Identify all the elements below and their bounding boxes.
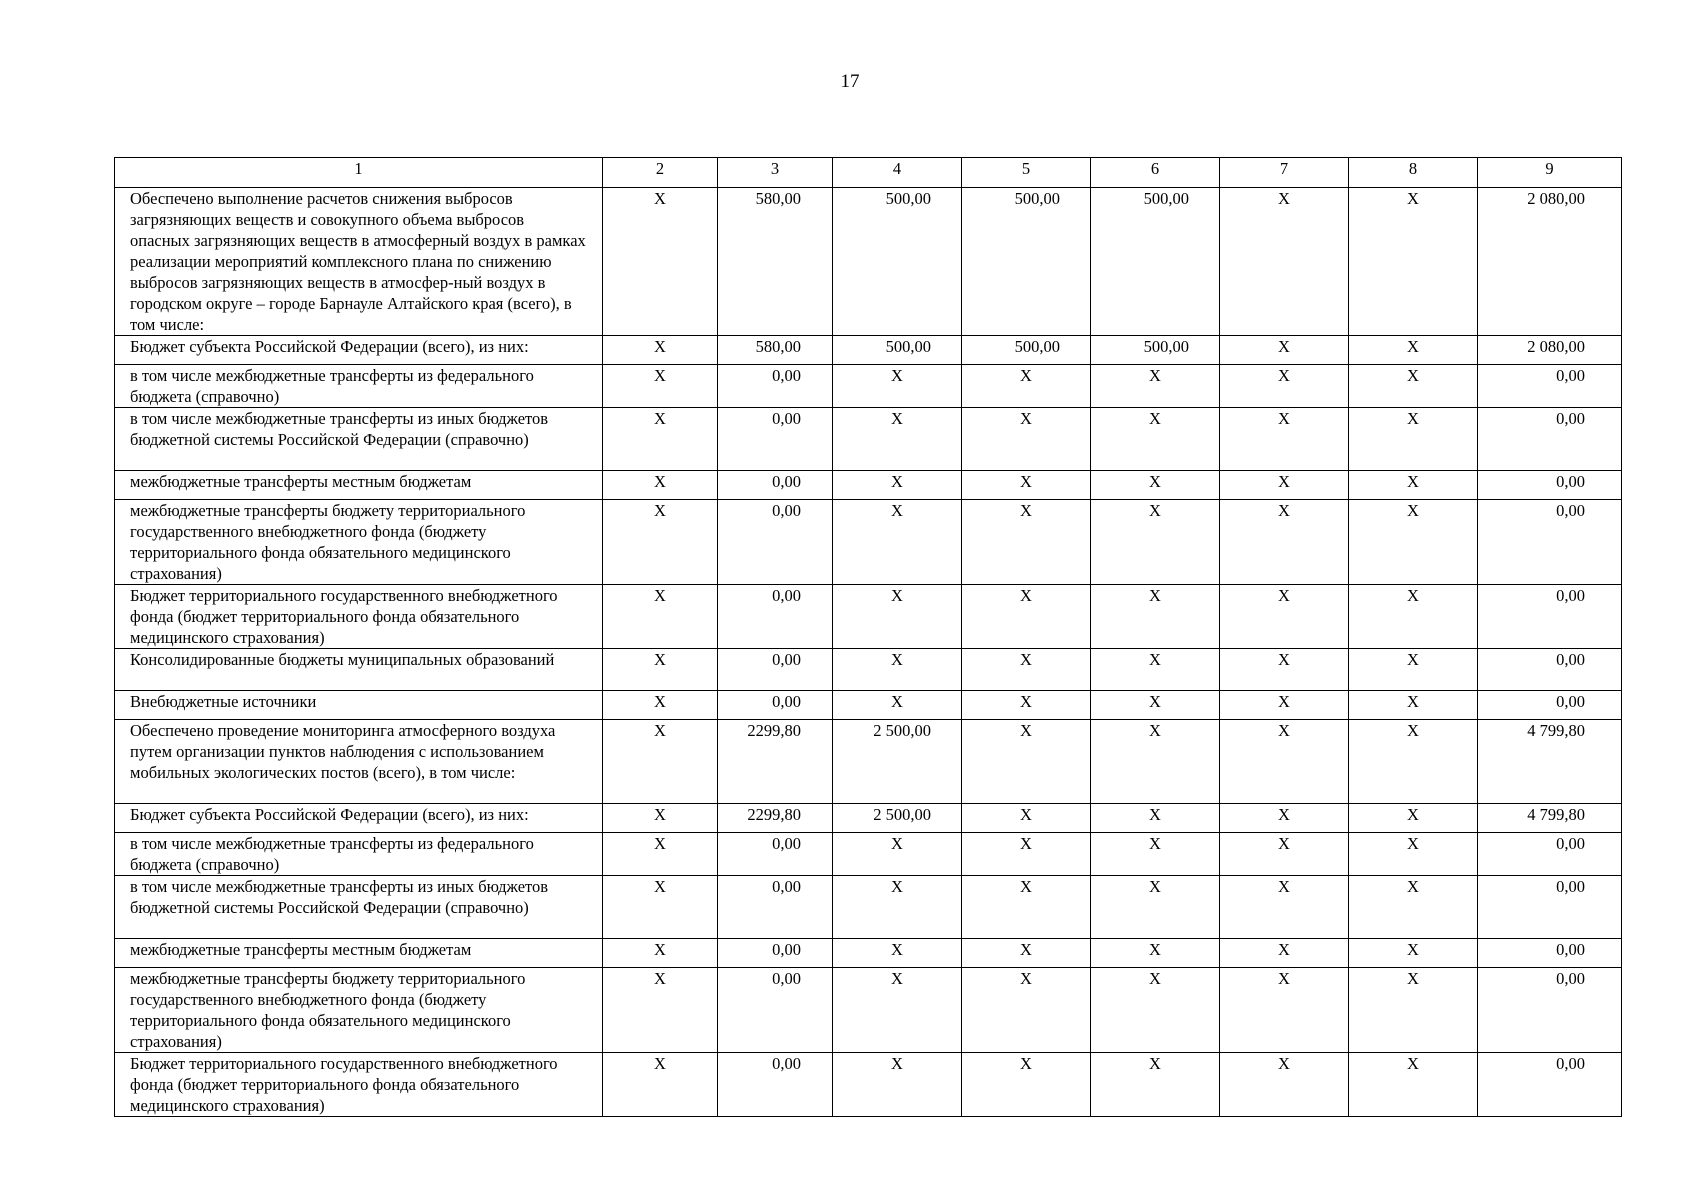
column-header: 5	[962, 158, 1091, 188]
column-header: 8	[1349, 158, 1478, 188]
table-cell: X	[1091, 500, 1220, 585]
table-cell: X	[1349, 408, 1478, 471]
table-cell: X	[1091, 939, 1220, 968]
table-cell: 0,00	[1478, 649, 1622, 691]
table-cell: X	[1349, 585, 1478, 649]
table-cell: X	[962, 585, 1091, 649]
table-cell: X	[1349, 500, 1478, 585]
table-cell: 500,00	[833, 336, 962, 365]
row-description: межбюджетные трансферты местным бюджетам	[115, 939, 603, 968]
table-cell: X	[962, 833, 1091, 876]
table-cell: 0,00	[718, 585, 833, 649]
column-header: 3	[718, 158, 833, 188]
row-description: в том числе межбюджетные трансферты из федерального бюджета (справочно)	[115, 833, 603, 876]
table-cell: X	[1220, 804, 1349, 833]
table-row	[115, 939, 1622, 968]
table-cell: X	[603, 1053, 718, 1117]
table-cell: X	[1091, 365, 1220, 408]
row-description: Бюджет территориального государственного внебюджетного фонда (бюджет территориального фонда обязательного медицинского страхования)	[115, 585, 603, 649]
table-cell: X	[603, 585, 718, 649]
row-description: Обеспечено проведение мониторинга атмосферного воздуха путем организации пунктов наблюдения с использованием мобильных экологических постов (всего), в том числе:	[115, 720, 603, 804]
table-cell: X	[1220, 365, 1349, 408]
table-cell: 0,00	[718, 1053, 833, 1117]
table-cell: 0,00	[718, 649, 833, 691]
table-cell: X	[1220, 408, 1349, 471]
table-row	[115, 365, 1622, 408]
table-cell: X	[1220, 968, 1349, 1053]
table-cell: X	[1220, 471, 1349, 500]
row-description: межбюджетные трансферты бюджету территориального государственного внебюджетного фонда (бюджету территориального фонда обязательного медицинского страхования)	[115, 968, 603, 1053]
table-cell: X	[833, 408, 962, 471]
table-cell: X	[833, 939, 962, 968]
table-cell: 0,00	[718, 500, 833, 585]
table-cell: X	[1349, 691, 1478, 720]
table-cell: X	[1220, 939, 1349, 968]
table-cell: 4 799,80	[1478, 804, 1622, 833]
table-cell: X	[603, 968, 718, 1053]
row-description: Бюджет субъекта Российской Федерации (всего), из них:	[115, 336, 603, 365]
table-cell: X	[603, 939, 718, 968]
table-cell: X	[1349, 1053, 1478, 1117]
table-cell: X	[962, 408, 1091, 471]
table-cell: X	[1349, 336, 1478, 365]
table-cell: 0,00	[718, 365, 833, 408]
table-cell: X	[833, 1053, 962, 1117]
table-cell: X	[1091, 1053, 1220, 1117]
table-cell: 0,00	[718, 939, 833, 968]
table-cell: 500,00	[833, 188, 962, 336]
table-body	[115, 158, 1622, 1117]
table-cell: X	[962, 471, 1091, 500]
table-cell: 0,00	[1478, 833, 1622, 876]
table-cell: X	[603, 365, 718, 408]
column-header: 4	[833, 158, 962, 188]
table-cell: 0,00	[1478, 365, 1622, 408]
table-cell: X	[603, 188, 718, 336]
table-cell: 0,00	[1478, 876, 1622, 939]
table-cell: 2299,80	[718, 804, 833, 833]
row-description: межбюджетные трансферты местным бюджетам	[115, 471, 603, 500]
table-cell: X	[603, 876, 718, 939]
table-cell: X	[1091, 833, 1220, 876]
table-cell: X	[603, 720, 718, 804]
table-cell: 2 080,00	[1478, 336, 1622, 365]
table-cell: X	[603, 691, 718, 720]
table-cell: X	[833, 968, 962, 1053]
table-cell: X	[962, 720, 1091, 804]
table-cell: X	[962, 649, 1091, 691]
row-description: Внебюджетные источники	[115, 691, 603, 720]
table-row	[115, 188, 1622, 336]
table-cell: X	[603, 408, 718, 471]
table-cell: X	[1220, 585, 1349, 649]
table-cell: X	[1091, 649, 1220, 691]
table-cell: X	[1220, 691, 1349, 720]
table-cell: 0,00	[1478, 1053, 1622, 1117]
table-cell: X	[1091, 691, 1220, 720]
table-cell: X	[603, 500, 718, 585]
table-header-row	[115, 158, 1622, 188]
table-cell: 0,00	[1478, 408, 1622, 471]
table-row	[115, 1053, 1622, 1117]
table-cell: X	[1349, 471, 1478, 500]
column-header: 2	[603, 158, 718, 188]
table-cell: X	[1091, 876, 1220, 939]
table-cell: X	[962, 968, 1091, 1053]
table-cell: 580,00	[718, 188, 833, 336]
table-cell: 500,00	[962, 188, 1091, 336]
table-cell: 0,00	[1478, 471, 1622, 500]
table-cell: 0,00	[718, 691, 833, 720]
table-cell: X	[962, 876, 1091, 939]
table-cell: 0,00	[1478, 500, 1622, 585]
table-row	[115, 833, 1622, 876]
table-cell: 500,00	[962, 336, 1091, 365]
table-cell: 0,00	[718, 876, 833, 939]
page-number: 17	[840, 71, 860, 92]
table-cell: X	[1091, 471, 1220, 500]
table-cell: X	[1091, 968, 1220, 1053]
table-row	[115, 336, 1622, 365]
table-cell: X	[833, 876, 962, 939]
table-cell: X	[603, 471, 718, 500]
table-cell: 580,00	[718, 336, 833, 365]
table-cell: 500,00	[1091, 336, 1220, 365]
table-row	[115, 649, 1622, 691]
table-cell: 2299,80	[718, 720, 833, 804]
table-cell: X	[1220, 336, 1349, 365]
table-cell: 0,00	[718, 471, 833, 500]
table-cell: X	[1349, 649, 1478, 691]
table-cell: X	[833, 471, 962, 500]
budget-table	[114, 157, 1622, 1117]
table-cell: 2 500,00	[833, 804, 962, 833]
table-cell: 0,00	[718, 968, 833, 1053]
row-description: в том числе межбюджетные трансферты из иных бюджетов бюджетной системы Российской Федерации (справочно)	[115, 876, 603, 939]
row-description: в том числе межбюджетные трансферты из иных бюджетов бюджетной системы Российской Федерации (справочно)	[115, 408, 603, 471]
table-cell: X	[833, 691, 962, 720]
table-cell: X	[603, 336, 718, 365]
table-cell: X	[1220, 876, 1349, 939]
table-cell: 0,00	[1478, 939, 1622, 968]
table-cell: X	[1220, 500, 1349, 585]
row-description: Консолидированные бюджеты муниципальных образований	[115, 649, 603, 691]
table-row	[115, 408, 1622, 471]
table-cell: 500,00	[1091, 188, 1220, 336]
table-cell: X	[962, 365, 1091, 408]
table-cell: X	[962, 691, 1091, 720]
table-cell: X	[833, 585, 962, 649]
table-cell: 2 080,00	[1478, 188, 1622, 336]
column-header: 7	[1220, 158, 1349, 188]
table-cell: X	[1220, 720, 1349, 804]
table-cell: X	[962, 804, 1091, 833]
table-row	[115, 585, 1622, 649]
column-header: 1	[115, 158, 603, 188]
table-cell: X	[1349, 833, 1478, 876]
row-description: Обеспечено выполнение расчетов снижения выбросов загрязняющих веществ и совокупного объема выбросов опасных загрязняющих веществ в атмосферный воздух в рамках реализации мероприятий комплексного плана по снижению выбросов загрязняющих веществ в атмосфер-ный воздух в городском округе – городе Барнауле Алтайского края (всего), в том числе:	[115, 188, 603, 336]
table-cell: X	[1220, 1053, 1349, 1117]
table-cell: X	[1220, 833, 1349, 876]
row-description: Бюджет субъекта Российской Федерации (всего), из них:	[115, 804, 603, 833]
table-cell: X	[1091, 585, 1220, 649]
table-cell: X	[603, 649, 718, 691]
table-cell: X	[962, 939, 1091, 968]
table-cell: 0,00	[718, 408, 833, 471]
table-row	[115, 471, 1622, 500]
table-cell: X	[1349, 939, 1478, 968]
table-cell: X	[603, 804, 718, 833]
table-cell: 0,00	[1478, 585, 1622, 649]
table-cell: X	[1349, 188, 1478, 336]
table-cell: X	[1349, 720, 1478, 804]
table-cell: X	[603, 833, 718, 876]
table-row	[115, 804, 1622, 833]
table-cell: X	[1349, 804, 1478, 833]
column-header: 6	[1091, 158, 1220, 188]
table-cell: X	[833, 500, 962, 585]
table-cell: X	[1091, 804, 1220, 833]
table-cell: X	[1220, 188, 1349, 336]
table-cell: X	[1349, 365, 1478, 408]
row-description: межбюджетные трансферты бюджету территориального государственного внебюджетного фонда (бюджету территориального фонда обязательного медицинского страхования)	[115, 500, 603, 585]
table-row	[115, 720, 1622, 804]
table-cell: X	[1220, 649, 1349, 691]
table-cell: 2 500,00	[833, 720, 962, 804]
table-cell: X	[833, 365, 962, 408]
table-row	[115, 500, 1622, 585]
table-cell: X	[1091, 720, 1220, 804]
row-description: Бюджет территориального государственного внебюджетного фонда (бюджет территориального фонда обязательного медицинского страхования)	[115, 1053, 603, 1117]
table-row	[115, 968, 1622, 1053]
row-description: в том числе межбюджетные трансферты из федерального бюджета (справочно)	[115, 365, 603, 408]
table-cell: X	[962, 500, 1091, 585]
table-row	[115, 876, 1622, 939]
table-cell: 0,00	[1478, 691, 1622, 720]
table-cell: X	[962, 1053, 1091, 1117]
table-cell: X	[1349, 968, 1478, 1053]
table-row	[115, 691, 1622, 720]
table-cell: X	[833, 649, 962, 691]
table-cell: X	[1091, 408, 1220, 471]
table-cell: X	[1349, 876, 1478, 939]
table-cell: 4 799,80	[1478, 720, 1622, 804]
table-cell: X	[833, 833, 962, 876]
column-header: 9	[1478, 158, 1622, 188]
table-cell: 0,00	[1478, 968, 1622, 1053]
table-cell: 0,00	[718, 833, 833, 876]
